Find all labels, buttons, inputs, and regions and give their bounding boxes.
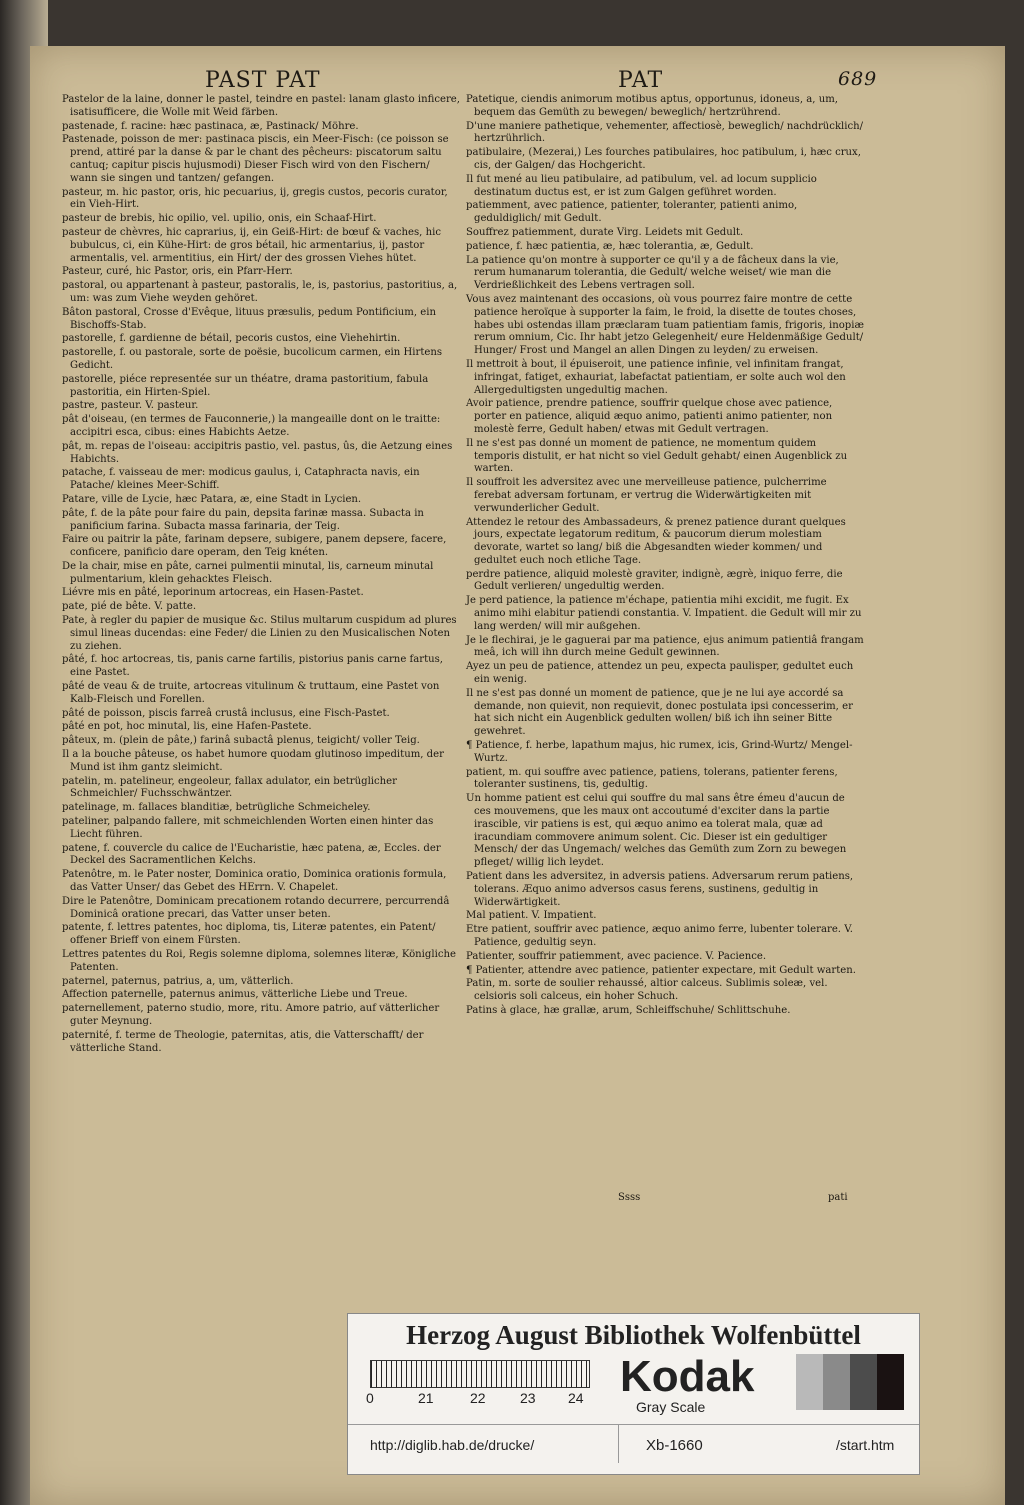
- dictionary-entry: patache, f. vaisseau de mer: modicus gaulus, i, Cataphracta navis, ein Patache/ kleines Meer-Schiff.: [62, 467, 420, 492]
- dictionary-entry: paternité, f. terme de Theologie, paternitas, atis, die Vatterschafft/ der vätterliche Stand.: [62, 1029, 424, 1054]
- dictionary-entry: Patin, m. sorte de soulier rehaussé, altior calceus. Sublimis soleæ, vel. celsioris soli calceus, ein hoher Schuch.: [466, 978, 828, 1003]
- dictionary-entry: pasteur, m. hic pastor, oris, hic pecuarius, ij, gregis custos, pecoris curator, ein Vieh-Hirt.: [62, 186, 448, 211]
- ruler-number: 23: [520, 1390, 536, 1406]
- left-column: [62, 94, 460, 1056]
- dictionary-entry: Patins à glace, hæ grallæ, arum, Schleiffschuhe/ Schlittschuhe.: [466, 1004, 791, 1016]
- dictionary-entry: patient, m. qui souffre avec patience, patiens, tolerans, patienter ferens, toleranter sustinens, tis, gedultig.: [466, 766, 838, 791]
- dictionary-entry: pastre, pasteur. V. pasteur.: [62, 400, 199, 412]
- dictionary-entry: Lettres patentes du Roi, Regis solemne diploma, solemnes literæ, Königliche Patenten.: [62, 949, 456, 973]
- dictionary-entry: La patience qu'on montre à supporter ce qu'il y a de fâcheux dans la vie, rerum humanarum tolerantia, die Gedult/ welche weiset/ wie man die Verdrießlichkeit des Lebens vertragen soll.: [466, 254, 839, 292]
- dictionary-entry: Il ne s'est pas donné un moment de patience, ne momentum quidem temporis distulit, er hat nicht so viel Gedult gehabt/ einen Augenblick zu warten.: [466, 437, 848, 475]
- dictionary-entry: pastorelle, piéce representée sur un théatre, drama pastoritium, fabula pastoritia, ein Hirten-Spiel.: [62, 373, 429, 398]
- signature-mark: Ssss: [618, 1192, 641, 1203]
- dictionary-entry: patelinage, m. fallaces blanditiæ, betrügliche Schmeicheley.: [62, 802, 371, 814]
- page-number: 689: [838, 68, 878, 90]
- dictionary-entry: ¶ Patience, f. herbe, lapathum majus, hic rumex, icis, Grind-Wurtz/ Mengel-Wurtz.: [466, 740, 853, 764]
- gray-scale-label: Gray Scale: [636, 1399, 706, 1415]
- dictionary-entry: pâté en pot, hoc minutal, lis, eine Hafen-Pastete.: [62, 721, 312, 733]
- library-label: [347, 1313, 920, 1475]
- catchword: pati: [828, 1192, 848, 1203]
- library-title: Herzog August Bibliothek Wolfenbüttel: [406, 1320, 861, 1350]
- dictionary-entry: pate, pié de bête. V. patte.: [62, 601, 197, 613]
- dictionary-entry: D'une maniere pathetique, vehementer, affectiosè, beweglich/ nachdrücklich/ hertzrührlich.: [466, 120, 864, 145]
- dictionary-entry: Je perd patience, la patience m'échape, patientia mihi excidit, me fugit. Ex animo mihi elabitur patiendi constantia. V. Impatient. die Gedult will mir zu lang werden/ will mir außgehen.: [466, 595, 862, 632]
- dictionary-entry: pâté, f. hoc artocreas, tis, panis carne fartilis, pistorius panis carne fartus, eine Pastet.: [62, 654, 444, 679]
- gray-swatch: [796, 1354, 823, 1410]
- dictionary-entry: Il a la bouche pâteuse, os habet humore quodam glutinoso impeditum, der Mund ist ihm gantz sleimicht.: [62, 749, 444, 773]
- gray-swatch: [850, 1354, 877, 1410]
- dictionary-entry: pâteux, m. (plein de pâte,) farinâ subactâ plenus, teigicht/ voller Teig.: [62, 735, 420, 747]
- kodak-logo: Kodak: [620, 1352, 755, 1401]
- dictionary-entry: Dire le Patenôtre, Dominicam precationem rotando decurrere, percurrendâ Dominicâ oratione precari, das Vatter unser beten.: [62, 895, 450, 920]
- dictionary-entry: perdre patience, aliquid molestè graviter, indignè, ægrè, iniquo ferre, die Gedult verlieren/ ungedultig werden.: [466, 568, 843, 593]
- dictionary-entry: pastenade, f. racine: hæc pastinaca, æ, Pastinack/ Möhre.: [62, 120, 359, 132]
- dictionary-entry: pasteur de brebis, hic opilio, vel. upilio, onis, ein Schaaf-Hirt.: [62, 213, 377, 225]
- dictionary-entry: Pastenade, poisson de mer: pastinaca piscis, ein Meer-Fisch: (ce poisson se prend, attiré par la danse & par le chant des pêcheurs: piscatorum saltu cantuq; capitur piscis hujusmodi) Dieser Fisch wird von den Fischern/ wann sie singen und tantzen/ gefangen.: [62, 134, 449, 184]
- dictionary-entry: Bâton pastoral, Crosse d'Evêque, lituus præsulis, pedum Pontificium, ein Bischoffs-Stab.: [62, 306, 436, 331]
- dictionary-entry: Pate, à regler du papier de musique &c. Stilus multarum cuspidum ad plures simul lineas ducendas: eine Feder/ die Linien zu den Musicalischen Noten zu ziehen.: [62, 615, 457, 652]
- dictionary-entry: paternellement, paterno studio, more, ritu. Amore patrio, auf vätterlicher guter Meynung.: [62, 1003, 440, 1027]
- library-url: http://diglib.hab.de/drucke/: [370, 1437, 535, 1453]
- dictionary-entry: Mal patient. V. Impatient.: [466, 910, 597, 922]
- running-header-center: PAT: [618, 68, 664, 93]
- ruler-number: 0: [366, 1390, 374, 1406]
- dictionary-entry: pastorelle, f. ou pastorale, sorte de poësie, bucolicum carmen, ein Hirtens Gedicht.: [62, 347, 443, 371]
- dictionary-entry: Patienter, souffrir patiemment, avec pacience. V. Pacience.: [466, 950, 767, 962]
- dictionary-entry: Pasteur, curé, hic Pastor, oris, ein Pfarr-Herr.: [62, 266, 293, 278]
- dictionary-entry: Il souffroit les adversitez avec une merveilleuse patience, pulcherrime ferebat adversam fortunam, er vertrug die Widerwärtigkeiten mit verwunderlicher Gedult.: [466, 477, 827, 514]
- ruler-scale: [370, 1360, 590, 1388]
- dictionary-entry: pastorelle, f. gardienne de bétail, pecoris custos, eine Viehehirtin.: [62, 333, 401, 345]
- dictionary-entry: Vous avez maintenant des occasions, où vous pourrez faire montre de cette patience heroïque à supporter la faim, le froid, la disette de toutes choses, habes ubi ostendas illam præclaram tuam patientiam famis, frigoris, inopiæ rerum omnium, Cic. Ihr habt jetzo Gelegenheit/ eure Heldenmäßige Gedult/ Hunger/ Frost und Mangel an allen Dingen zu leyden/ zu erweisen.: [466, 293, 864, 357]
- dictionary-entry: Pastelor de la laine, donner le pastel, teindre en pastel: lanam glasto inficere, isatisufficere, die Wolle mit Weid färben.: [62, 94, 460, 118]
- ruler-number: 24: [568, 1390, 584, 1406]
- dictionary-entry: Liévre mis en pâté, leporinum artocreas, ein Hasen-Pastet.: [62, 587, 364, 599]
- dictionary-entry: Patient dans les adversitez, in adversis patiens. Adversarum rerum patiens, tolerans. Æquo animo adversos casus ferens, sustinens, gedultig in Widerwärtigkeit.: [466, 871, 854, 908]
- dictionary-entry: patibulaire, (Mezerai,) Les fourches patibulaires, hoc patibulum, i, hæc crux, cis, der Galgen/ das Hochgericht.: [466, 147, 861, 171]
- dictionary-entry: pâté de poisson, piscis farreâ crustâ inclusus, eine Fisch-Pastet.: [62, 707, 390, 719]
- dictionary-entry: ¶ Patienter, attendre avec patience, patienter expectare, mit Gedult warten.: [466, 964, 856, 976]
- dictionary-entry: Affection paternelle, paternus animus, vätterliche Liebe und Treue.: [62, 989, 408, 1001]
- right-column: [466, 94, 864, 1019]
- dictionary-entry: Patetique, ciendis animorum motibus aptus, opportunus, idoneus, a, um, bequem das Gemüth zu bewegen/ beweglich/ hertzrührend.: [466, 94, 838, 118]
- dictionary-entry: Il mettroit à bout, il épuiseroit, une patience infinie, vel infinitam frangat, infringat, fatiget, exhauriat, labefactat patientiam, er solte auch wol den Allergedultigsten ungedultig machen.: [466, 358, 846, 396]
- dictionary-entry: patelin, m. patelineur, engeoleur, fallax adulator, ein betrüglicher Schmeichler/ Fuchsschwäntzer.: [62, 775, 397, 800]
- dictionary-entry: Etre patient, souffrir avec patience, æquo animo ferre, lubenter tolerare. V. Patience, gedultig seyn.: [466, 924, 853, 948]
- dictionary-entry: pâté de veau & de truite, artocreas vitulinum & truttaum, eine Pastet von Kalb-Fleisch und Forellen.: [62, 681, 440, 705]
- ruler-number: 21: [418, 1390, 434, 1406]
- dictionary-entry: patience, f. hæc patientia, æ, hæc tolerantia, æ, Gedult.: [466, 240, 754, 252]
- label-info-row: [348, 1424, 919, 1463]
- dictionary-entry: pâte, f. de la pâte pour faire du pain, depsita farinæ massa. Subacta in panificium farina. Subacta massa farinaria, der Teig.: [62, 507, 424, 532]
- dictionary-entry: Il ne s'est pas donné un moment de patience, que je ne lui aye accordé sa demande, non quievit, non requievit, donec postulata ipsi concesserim, er hat sich nicht ein Augenblick gedulten wollen/ biß ich ihn seiner Bitte gewehret.: [466, 687, 853, 738]
- ruler-number: 22: [470, 1390, 486, 1406]
- running-header-left: PAST PAT: [205, 68, 321, 93]
- dictionary-entry: Patenôtre, m. le Pater noster, Dominica oratio, Dominica orationis formula, das Vatter Unser/ das Gebet des HErrn. V. Chapelet.: [62, 869, 447, 894]
- dictionary-entry: paternel, paternus, patrius, a, um, vätterlich.: [62, 975, 294, 987]
- shelfmark: Xb-1660: [646, 1437, 703, 1454]
- gray-swatch: [823, 1354, 850, 1410]
- dictionary-entry: pateliner, palpando fallere, mit schmeichlenden Worten einen hinter das Liecht führen.: [62, 816, 434, 840]
- dictionary-entry: pât d'oiseau, (en termes de Fauconnerie,) la mangeaille dont on le traitte: accipitri esca, cibus: eines Habichts Aetze.: [62, 414, 441, 438]
- dictionary-entry: patiemment, avec patience, patienter, toleranter, patienti animo, geduldiglich/ mit Gedult.: [466, 200, 798, 225]
- dictionary-entry: patene, f. couvercle du calice de l'Eucharistie, hæc patena, æ, Eccles. der Deckel des Sacramentlichen Kelchs.: [62, 842, 441, 867]
- start-path: /start.htm: [836, 1437, 895, 1453]
- dictionary-entry: Souffrez patiemment, durate Virg. Leidets mit Gedult.: [466, 226, 744, 238]
- gray-swatch: [877, 1354, 904, 1410]
- dictionary-entry: Il fut mené au lieu patibulaire, ad patibulum, vel. ad locum supplicio destinatum ductus est, er ist zum Galgen geführet worden.: [466, 173, 817, 198]
- dictionary-entry: De la chair, mise en pâte, carnei pulmentii minutal, lis, carneum minutal pulmentarium, klein gehacktes Fleisch.: [62, 560, 434, 585]
- dictionary-entry: Patare, ville de Lycie, hæc Patara, æ, eine Stadt in Lycien.: [62, 493, 362, 505]
- dictionary-entry: pât, m. repas de l'oiseau: accipitris pastio, vel. pastus, ûs, die Aetzung eines Habichts.: [62, 440, 453, 465]
- dictionary-entry: Attendez le retour des Ambassadeurs, & prenez patience durant quelques jours, expectate legatorum reditum, & paucorum dierum molestiam devorate, wartet so lang/ biß die Abgesandten wieder kommen/ und gedultet euch noch etliche Tage.: [466, 516, 846, 566]
- dictionary-entry: patente, f. lettres patentes, hoc diploma, tis, Literæ patentes, ein Patent/ offener Brieff von einem Fürsten.: [62, 922, 436, 947]
- divider: [618, 1425, 619, 1463]
- dictionary-entry: Avoir patience, prendre patience, souffrir quelque chose avec patience, porter en patience, aliquid æquo animo, patienti animo patienter, non molestè ferre, Gedult haben/ etwas mit Gedult vertragen.: [466, 398, 833, 435]
- dictionary-entry: Un homme patient est celui qui souffre du mal sans être émeu d'aucun de ces mouvemens, que les maux ont accoutumé d'exciter dans la partie irascible, vir patiens is est, qui æquo animo ea tolerat mala, quæ ad iracundiam commovere animum solent. Cic. Dieser ist ein gedultiger Mensch/ der das Ungemach/ welches das Gemüth zum Zorn zu bewegen pfleget/ willig lich leydet.: [466, 793, 847, 869]
- dictionary-entry: pasteur de chèvres, hic caprarius, ij, ein Geiß-Hirt: de bœuf & vaches, hic bubulcus, ci, ein Kühe-Hirt: de gros bétail, hic armentarius, ij, pastor armentalis, vel. armentitius, ein Hirt/ der des grossen Viehes hütet.: [62, 226, 441, 264]
- dictionary-entry: pastoral, ou appartenant à pasteur, pastoralis, le, is, pastorius, pastoritius, a, um: was zum Viehe weyden gehöret.: [62, 280, 458, 304]
- dictionary-entry: Faire ou paitrir la pâte, farinam depsere, subigere, panem depsere, facere, conficere, panificio dare operam, den Teig knéten.: [62, 534, 447, 559]
- dictionary-entry: Je le flechirai, je le gaguerai par ma patience, ejus animum patientiâ frangam meâ, ich will ihn durch meine Gedult gewinnen.: [466, 634, 864, 659]
- dictionary-entry: Ayez un peu de patience, attendez un peu, expecta paulisper, gedultet euch ein wenig.: [466, 661, 854, 686]
- gray-scale-swatches: [796, 1354, 904, 1410]
